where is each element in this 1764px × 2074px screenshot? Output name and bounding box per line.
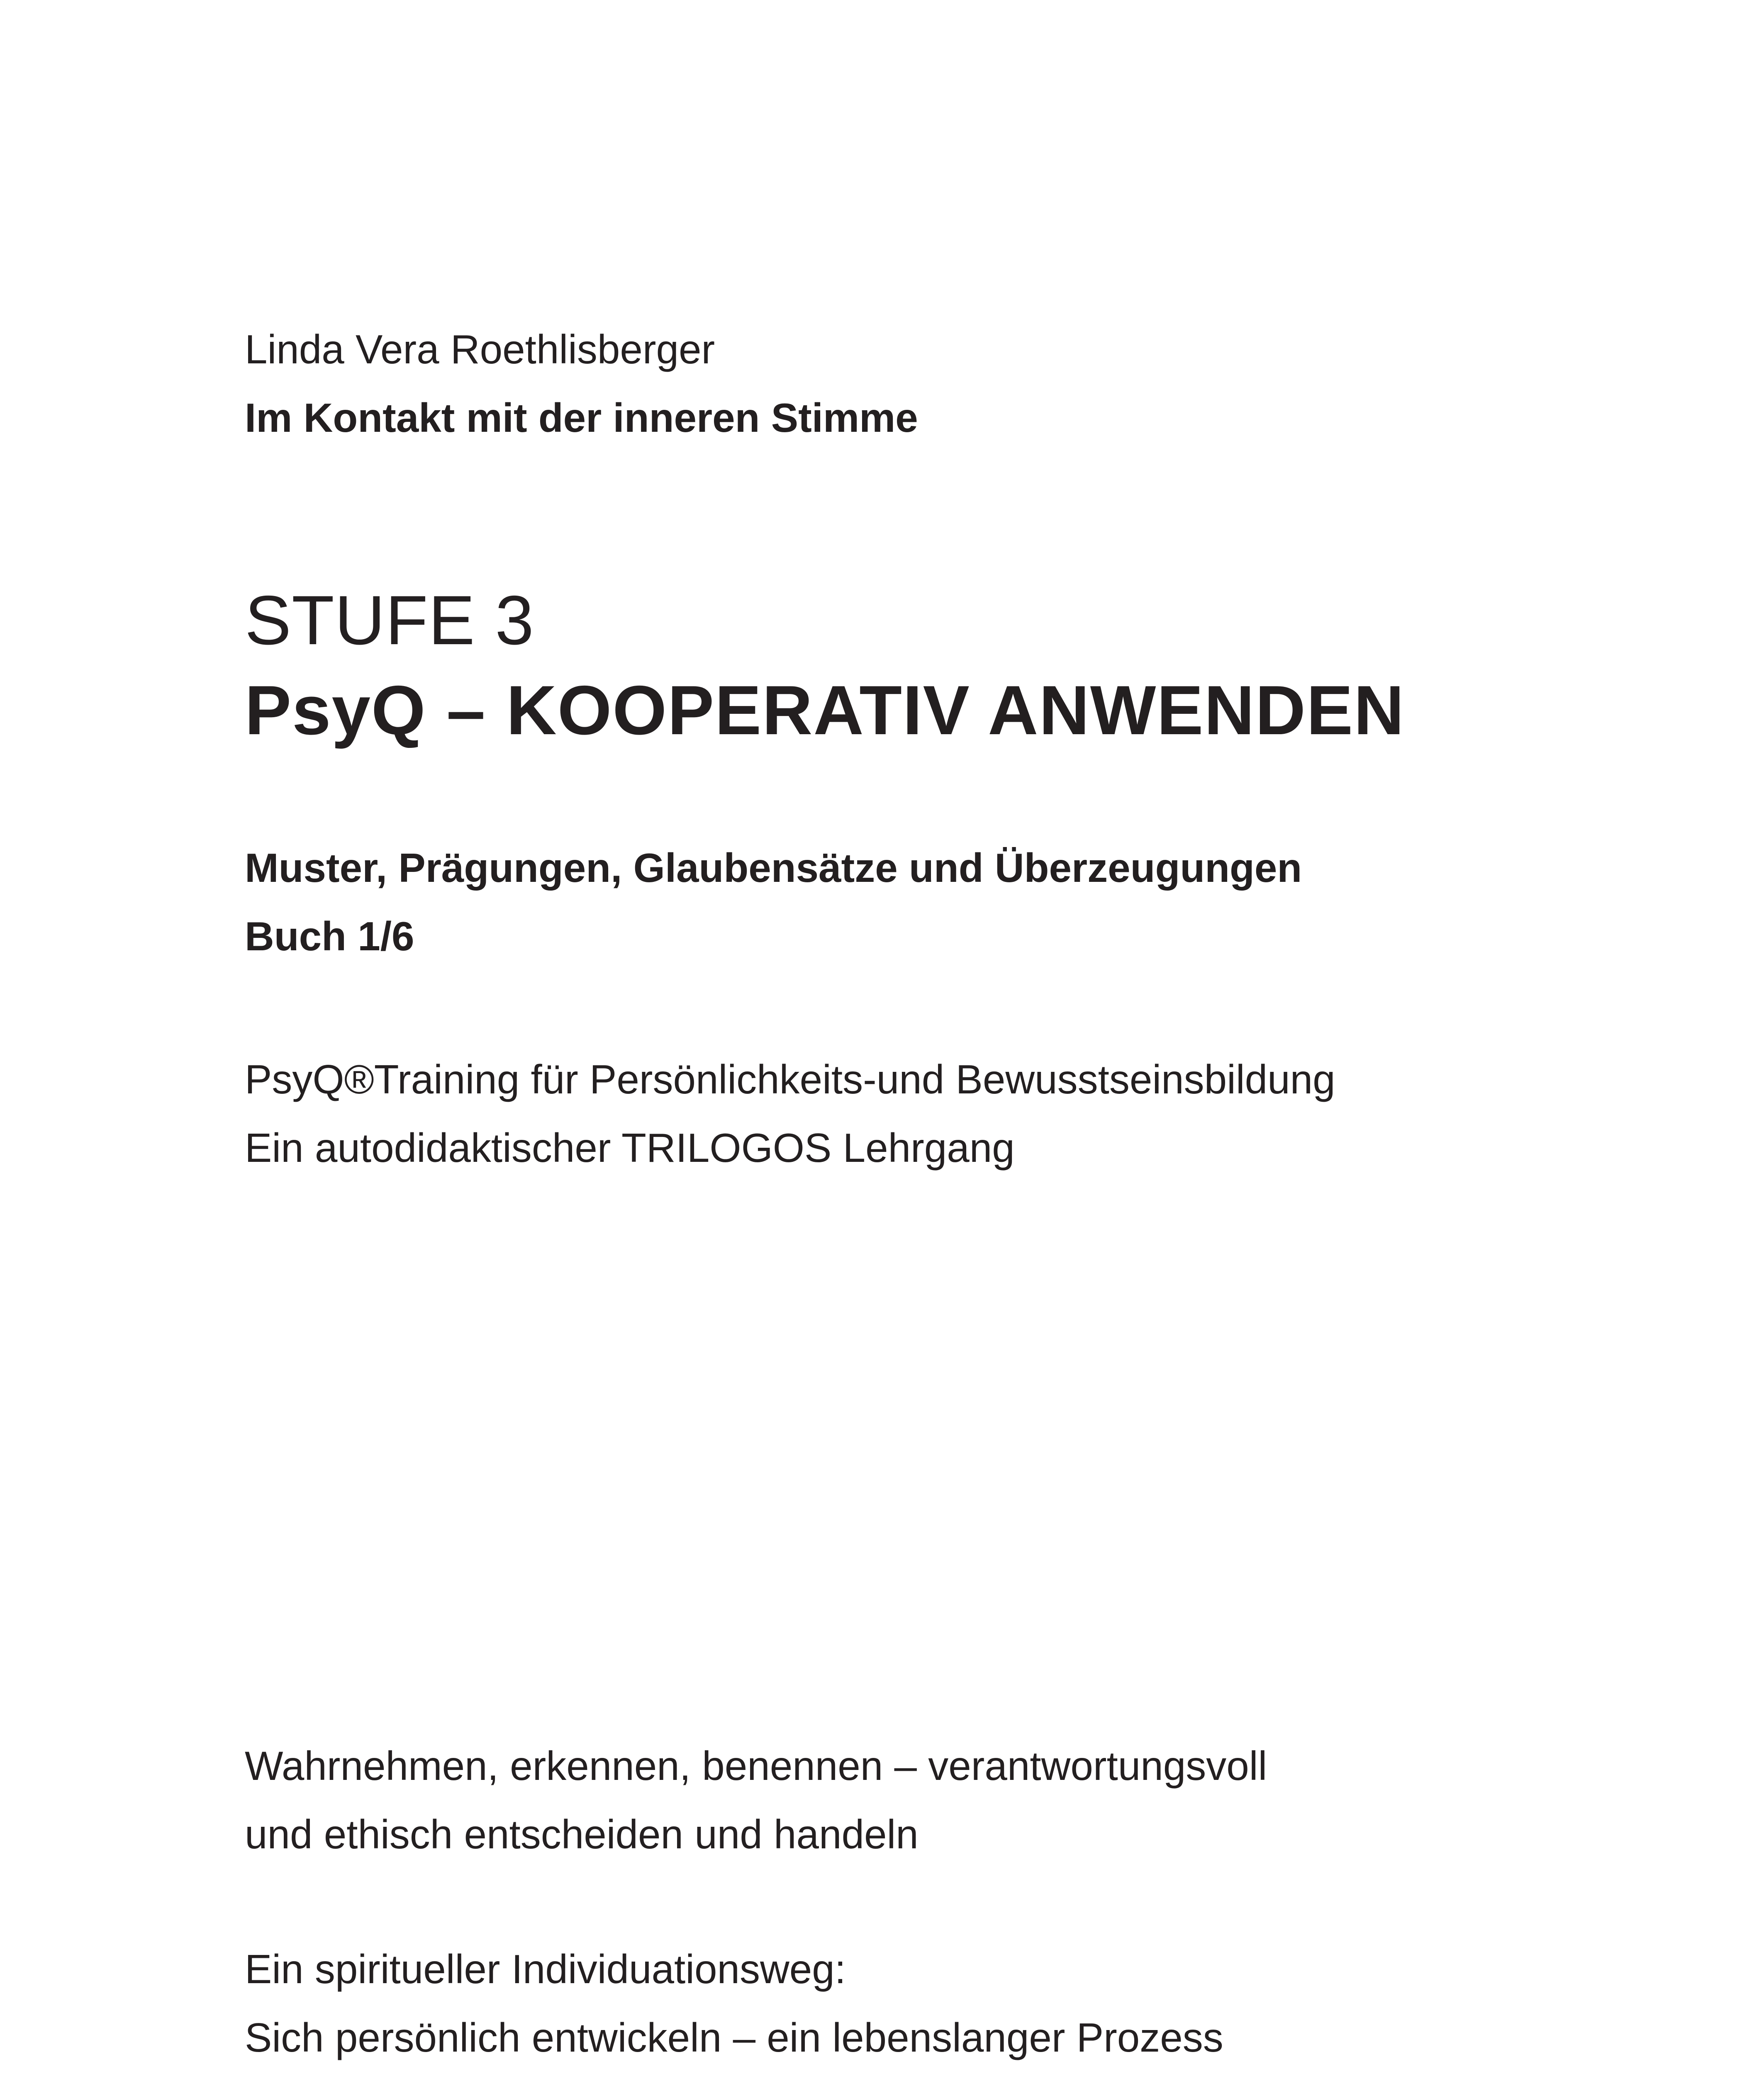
course-description: Ein autodidaktischer TRILOGOS Lehrgang (245, 1125, 1015, 1171)
motto-block (245, 1732, 1640, 1869)
stage-label: STUFE 3 (245, 581, 534, 659)
stage-title: PsyQ – KOOPERATIV ANWENDEN (245, 671, 1405, 749)
training-description: PsyQ®Training für Persönlichkeits-und Bewusstseinsbildung (245, 1056, 1335, 1102)
book-number: Buch 1/6 (245, 913, 414, 959)
series-title: Im Kontakt mit der inneren Stimme (245, 395, 918, 441)
subtitle-topics: Muster, Prägungen, Glaubensätze und Überzeugungen (245, 845, 1302, 891)
path-line-1: Ein spiritueller Individuationsweg: (245, 1946, 846, 1992)
motto-line-2: und ethisch entscheiden und handeln (245, 1811, 919, 1857)
author-name: Linda Vera Roethlisberger (245, 326, 715, 372)
training-block (245, 1045, 1640, 1182)
subtitle-block (245, 834, 1640, 971)
stage-heading (245, 577, 1640, 757)
author-block (245, 315, 1640, 452)
path-block (245, 1935, 1640, 2072)
motto-line-1: Wahrnehmen, erkennen, benennen – verantwortungsvoll (245, 1743, 1267, 1789)
path-line-2: Sich persönlich entwickeln – ein lebenslanger Prozess (245, 2015, 1223, 2060)
